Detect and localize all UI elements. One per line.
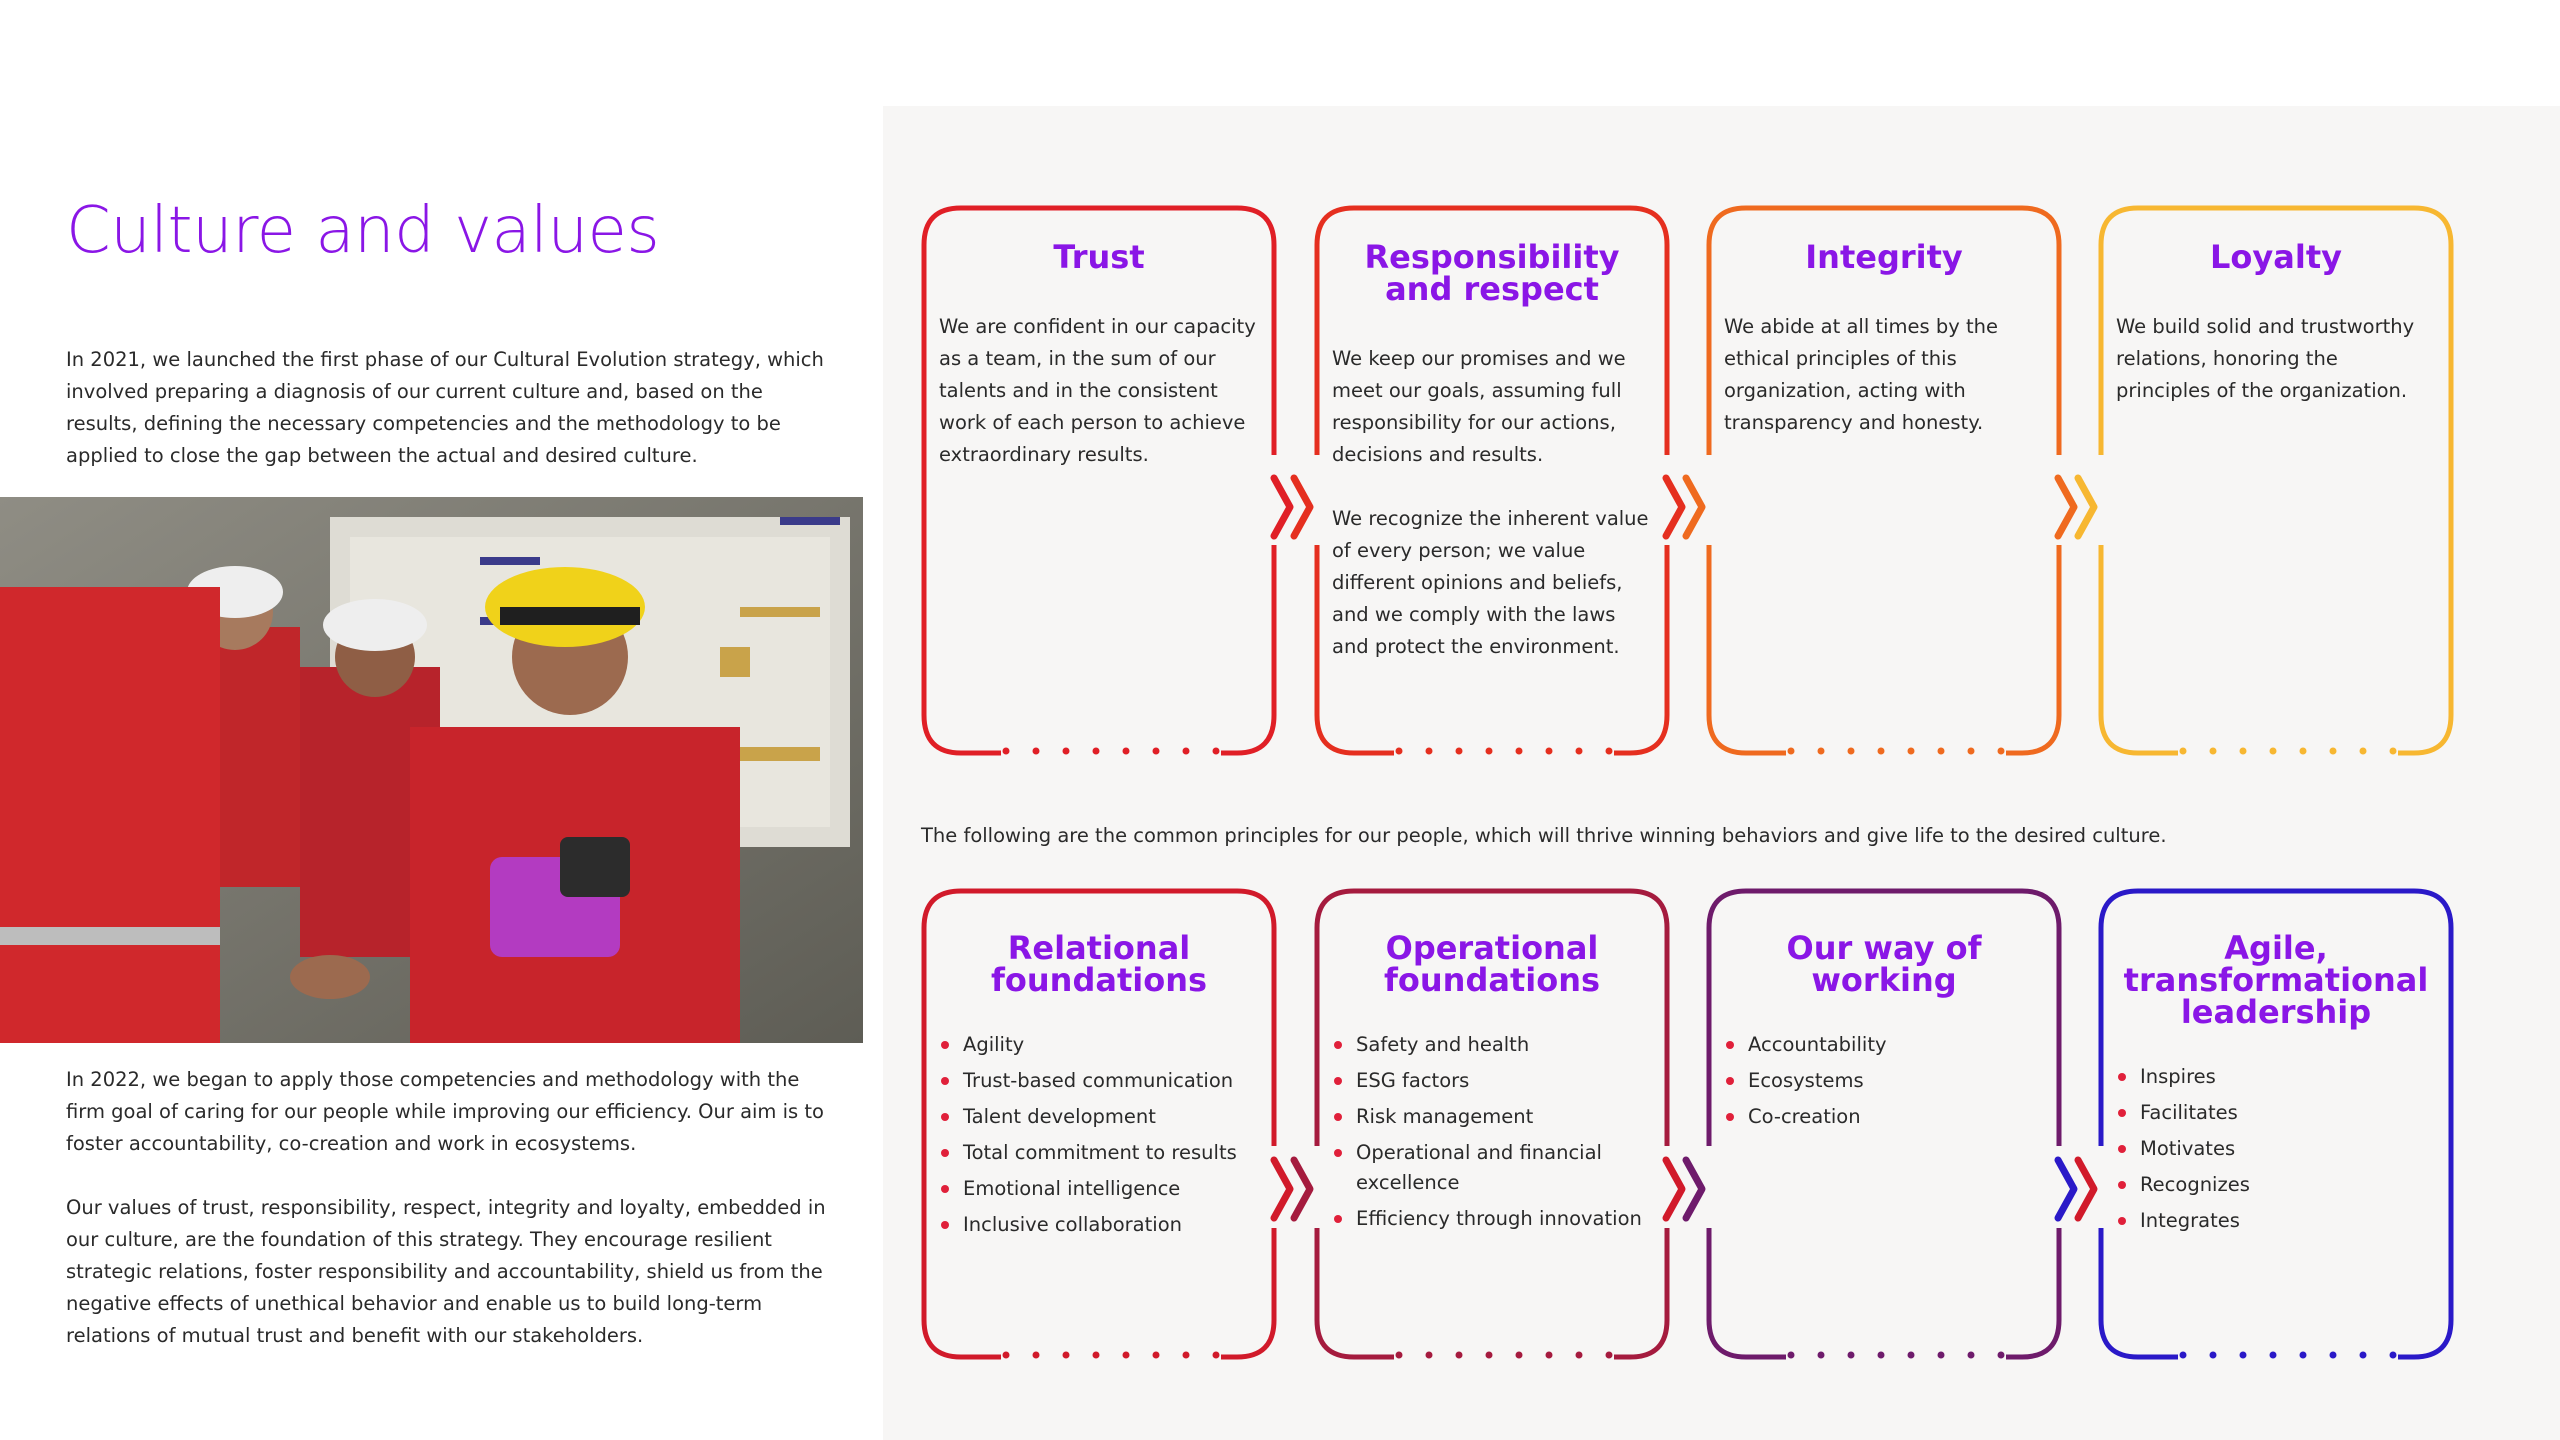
list-item: Recognizes <box>2116 1170 2440 1200</box>
value-description: We keep our promises and we meet our goals, assuming full responsibility for our actions, decisions and results. We recognize the inherent value of every person; we value different opinions and beliefs, and we comply with the laws and protect the environment. <box>1332 347 1649 658</box>
card-frame <box>921 205 1277 753</box>
value-description: We abide at all times by the ethical principles of this organization, acting with transparency and honesty. <box>1724 315 1998 434</box>
value-title: Responsibility and respect <box>1364 238 1620 308</box>
list-item: Agility <box>939 1030 1263 1060</box>
list-item: Talent development <box>939 1102 1263 1132</box>
card-frame <box>1706 205 2062 753</box>
intro-paragraph-1: In 2021, we launched the first phase of our Cultural Evolution strategy, which involved preparing a diagnosis of our current culture and, based on the results, defining the necessary competencies and the methodology to be applied to close the gap between the actual and desired culture. <box>66 348 824 467</box>
bullet-icon <box>1726 1041 1734 1049</box>
value-title: Integrity <box>1805 238 1963 276</box>
bullet-icon <box>941 1113 949 1121</box>
bullet-icon <box>2118 1217 2126 1225</box>
bullet-icon <box>941 1149 949 1157</box>
list-item: Motivates <box>2116 1134 2440 1164</box>
principle-title: Our way of working <box>1786 929 1982 999</box>
value-card-loyalty <box>2098 205 2454 753</box>
chevron-right-icon <box>1658 472 1718 542</box>
bullet-icon <box>941 1041 949 1049</box>
list-item: Facilitates <box>2116 1098 2440 1128</box>
bullet-icon <box>1726 1113 1734 1121</box>
list-item: ESG factors <box>1332 1066 1656 1096</box>
principle-card-relational <box>921 888 1277 1360</box>
list-item: Integrates <box>2116 1206 2440 1236</box>
value-card-integrity <box>1706 205 2062 753</box>
value-card-responsibility <box>1314 205 1670 753</box>
workers-photo-illustration <box>0 497 863 1043</box>
principle-list <box>2116 1062 2440 1242</box>
list-item: Safety and health <box>1332 1030 1656 1060</box>
principle-card-leadership <box>2098 888 2454 1360</box>
principle-list <box>1332 1030 1656 1240</box>
list-item: Operational and financial excellence <box>1332 1138 1656 1198</box>
list-item: Accountability <box>1724 1030 2048 1060</box>
bullet-icon <box>1334 1041 1342 1049</box>
bullet-icon <box>1334 1113 1342 1121</box>
principle-card-way-of-working <box>1706 888 2062 1360</box>
value-title: Trust <box>1053 238 1145 276</box>
bullet-icon <box>941 1221 949 1229</box>
bullet-icon <box>2118 1181 2126 1189</box>
chevron-right-icon <box>2050 472 2110 542</box>
bullet-icon <box>941 1077 949 1085</box>
principle-list <box>1724 1030 2048 1138</box>
bullet-icon <box>2118 1109 2126 1117</box>
principles-intro-text: The following are the common principles for our people, which will thrive winning behaviors and give life to the desired culture. <box>921 824 2167 847</box>
intro-paragraph-3: Our values of trust, responsibility, respect, integrity and loyalty, embedded in our culture, are the foundation of this strategy. They encourage resilient strategic relations, foster responsibility and accountability, shield us from the negative effects of unethical behavior and enable us to build long-term relations of mutual trust and benefit with our stakeholders. <box>66 1196 826 1347</box>
list-item: Trust-based communication <box>939 1066 1263 1096</box>
list-item: Inspires <box>2116 1062 2440 1092</box>
principle-title: Operational foundations <box>1383 929 1601 999</box>
value-card-trust <box>921 205 1277 753</box>
bullet-icon <box>1334 1149 1342 1157</box>
bullet-icon <box>1334 1077 1342 1085</box>
bullet-icon <box>2118 1073 2126 1081</box>
list-item: Inclusive collaboration <box>939 1210 1263 1240</box>
value-description: We build solid and trustworthy relations, honoring the principles of the organization. <box>2116 315 2415 402</box>
intro-paragraph-2: In 2022, we began to apply those competencies and methodology with the firm goal of caring for our people while improving our efficiency. Our aim is to foster accountability, co-creation and work in ecosystems. <box>66 1068 824 1155</box>
chevron-right-icon <box>1266 1154 1326 1224</box>
bullet-icon <box>1334 1215 1342 1223</box>
principle-title: Agile, transformational leadership <box>2123 929 2429 1031</box>
principle-title: Relational foundations <box>990 929 1208 999</box>
workers-photo <box>0 497 863 1043</box>
list-item: Risk management <box>1332 1102 1656 1132</box>
chevron-right-icon <box>1658 1154 1718 1224</box>
chevron-right-icon <box>1266 472 1326 542</box>
card-frame <box>2098 205 2454 753</box>
list-item: Co-creation <box>1724 1102 2048 1132</box>
bullet-icon <box>941 1185 949 1193</box>
list-item: Efficiency through innovation <box>1332 1204 1656 1234</box>
value-title: Loyalty <box>2210 238 2342 276</box>
list-item: Total commitment to results <box>939 1138 1263 1168</box>
bullet-icon <box>1726 1077 1734 1085</box>
list-item: Ecosystems <box>1724 1066 2048 1096</box>
list-item: Emotional intelligence <box>939 1174 1263 1204</box>
chevron-right-icon <box>2050 1154 2110 1224</box>
principle-list <box>939 1030 1263 1246</box>
value-description: We are confident in our capacity as a team, in the sum of our talents and in the consistent work of each person to achieve extraordinary results. <box>939 315 1256 466</box>
principle-card-operational <box>1314 888 1670 1360</box>
bullet-icon <box>2118 1145 2126 1153</box>
page-title: Culture and values <box>66 194 660 268</box>
